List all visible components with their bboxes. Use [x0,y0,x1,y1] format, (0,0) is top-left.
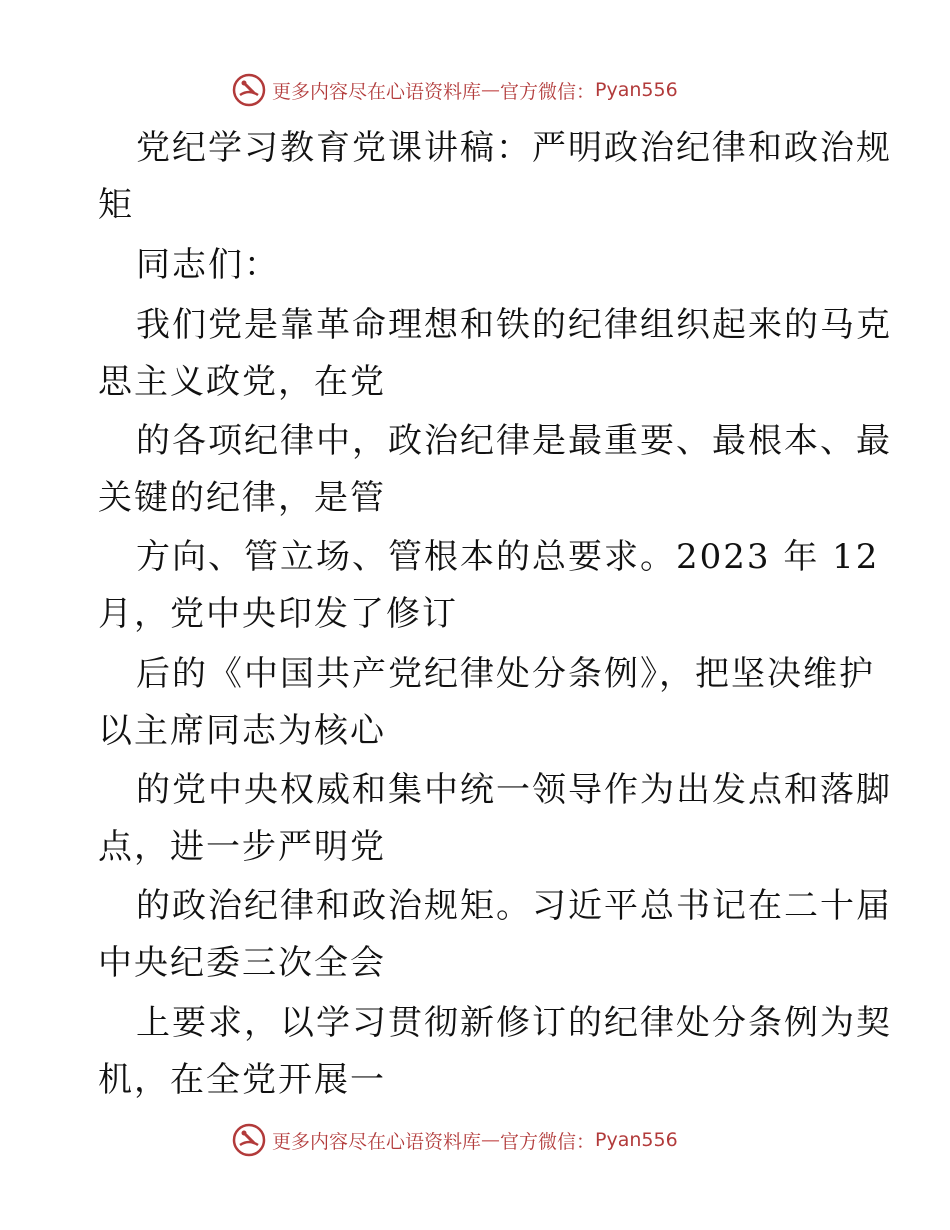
body-line: 的政治纪律和政治规矩。习近平总书记在二十届 [136,886,892,926]
body-line: 机，在全党开展一 [98,1060,386,1100]
body-line: 关键的纪律，是管 [98,478,386,518]
banner-wechat-id: Pyan556 [595,79,678,101]
body-line: 我们党是靠革命理想和铁的纪律组织起来的马克 [136,305,892,345]
body-line: 上要求，以学习贯彻新修订的纪律处分条例为契 [136,1003,892,1043]
document-title-line-1: 党纪学习教育党课讲稿：严明政治纪律和政治规 [136,128,892,168]
body-line: 中央纪委三次全会 [98,943,386,983]
banner-dash: — [481,79,501,101]
body-line: 月，党中央印发了修订 [98,594,458,634]
header-watermark-banner [232,72,678,108]
document-title-line-2: 矩 [98,185,134,225]
banner-official-label: 官方微信： [500,1130,596,1153]
body-line: 思主义政党，在党 [98,362,386,402]
body-line: 方向、管立场、管根本的总要求。2023 年 12 [136,537,880,577]
body-line: 的各项纪律中，政治纪律是最重要、最根本、最 [136,421,892,461]
body-line: 以主席同志为核心 [98,711,386,751]
banner-dash: — [481,1129,501,1151]
banner-text: 更多内容尽在心语资料库 [272,1130,482,1153]
body-line: 后的《中国共产党纪律处分条例》，把坚决维护 [136,654,875,694]
footer-watermark-banner [232,1122,678,1158]
banner-official-label: 官方微信： [500,80,596,103]
body-line: 的党中央权威和集中统一领导作为出发点和落脚 [136,770,892,810]
body-line: 点，进一步严明党 [98,827,386,867]
salutation: 同志们： [136,245,280,285]
book-pen-icon [232,1123,266,1157]
book-pen-icon [232,73,266,107]
banner-wechat-id: Pyan556 [595,1129,678,1151]
banner-text: 更多内容尽在心语资料库 [272,80,482,103]
